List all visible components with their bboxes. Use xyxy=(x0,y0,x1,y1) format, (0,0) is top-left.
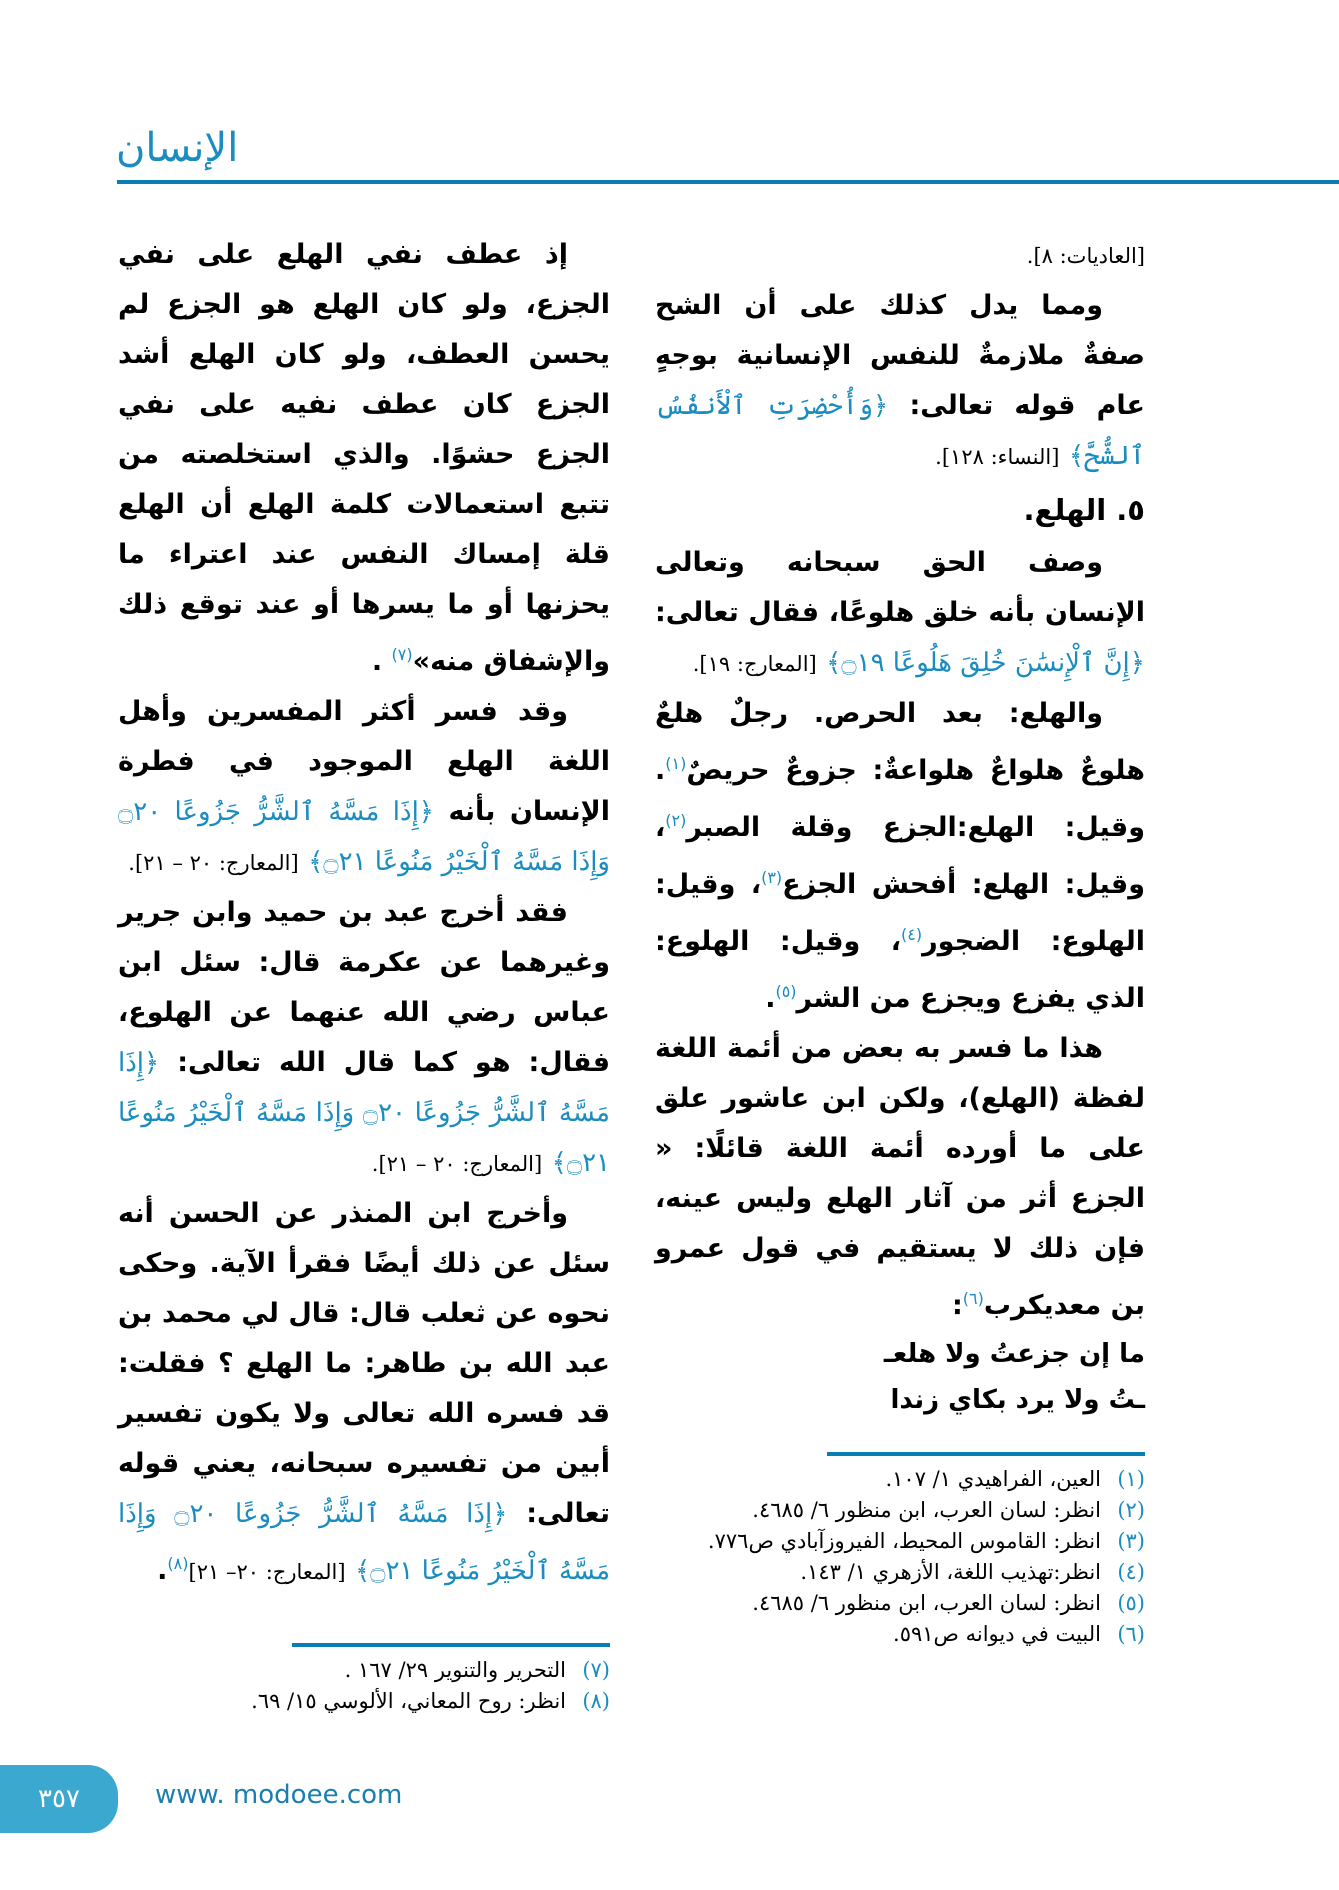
quran-verse: ﴿وَأُحْضِرَتِ ٱلْأَنفُسُ ٱلشُّحَّ﴾ xyxy=(655,391,1145,471)
footnote: (٦) البيت في ديوانه ص٥٩١. xyxy=(893,1622,1145,1646)
paragraph-hasan: وأخرج ابن المنذر عن الحسن أنه سئل عن ذلك أيضًا فقرأ الآية. وحكى نحوه عن ثعلب قال: قال لي محمد بن عبد الله بن طاهر: ما الهلع ؟ فقلت: قد فسره الله تعالى ولا يكون تفسير أبين من تفسيره سبحانه، يعني قوله تعالى: ﴿إِذَا مَسَّهُ ٱلشَّرُّ جَزُوعًا ۝٢٠ وَإِذَا مَسَّهُ ٱلْخَيْرُ مَنُوعًا ۝٢١﴾ [المعارج: ٢٠– ٢١]$^{(٨)}$. xyxy=(118,1198,610,1586)
paragraph-definitions: والهلع: بعد الحرص. رجلٌ هلعٌ هلوعٌ هلواعٌ هلواعةٌ: جزوعٌ حريصٌ$^{(١)}$. وقيل: الهلع:الجزع وقلة الصبر$^{(٢)}$، وقيل: الهلع: أفحش الجزع$^{(٣)}$، وقيل: الهلوع: الضجور$^{(٤)}$، وقيل: الهلوع: الذي يفزع ويجزع من الشر$^{(٥)}$. xyxy=(655,698,1145,1014)
verse-reference: [المعارج: ٢٠– ٢١] xyxy=(188,1560,346,1584)
verse-reference: [المعارج: ١٩]. xyxy=(692,652,817,676)
verse-reference: [المعارج: ٢٠ – ٢١]. xyxy=(371,1152,543,1176)
footnote-ref[interactable]: (٣) xyxy=(761,868,783,887)
section-heading: ٥. الهلع. xyxy=(1023,493,1145,527)
poem-verse-2: ـتُ ولا يرد بكاي زندا xyxy=(890,1385,1145,1415)
footnote: (١) العين، الفراهيدي ١/ ١٠٧. xyxy=(885,1467,1145,1491)
footnote-ref[interactable]: (٨) xyxy=(167,1554,189,1573)
paragraph-ibn-ashur: هذا ما فسر به بعض من أئمة اللغة لفظة (الهلع)، ولكن ابن عاشور علق على ما أورده أئمة اللغة قائلًا: « الجزع أثر من آثار الهلع وليس عينه، فإن ذلك لا يستقيم في قول عمرو بن معديكرب$^{(٦)}$: xyxy=(655,1033,1145,1321)
quran-verse: ﴿إِنَّ ٱلْإِنسَٰنَ خُلِقَ هَلُوعًا ۝١٩﴾ xyxy=(826,648,1145,678)
paragraph-halaa: وصف الحق سبحانه وتعالى الإنسان بأنه خلق هلوعًا، فقال تعالى: ﴿إِنَّ ٱلْإِنسَٰنَ خُلِقَ هَلُوعًا ۝١٩﴾ [المعارج: ١٩]. xyxy=(655,547,1145,678)
verse-reference: [المعارج: ٢٠ – ٢١]. xyxy=(128,851,299,875)
paragraph-shuhh: ومما يدل كذلك على أن الشح صفةٌ ملازمةٌ للنفس الإنسانية بوجهٍ عام قوله تعالى: ﴿وَأُحْضِرَتِ ٱلْأَنفُسُ ٱلشُّحَّ﴾ [النساء: ١٢٨]. xyxy=(655,290,1146,471)
footnote-ref[interactable]: (١) xyxy=(665,754,687,773)
footnote: (٤) انظر:تهذيب اللغة، الأزهري ١/ ١٤٣. xyxy=(800,1560,1145,1584)
quran-verse: ﴿إِذَا مَسَّهُ ٱلشَّرُّ جَزُوعًا ۝٢٠ وَإِذَا مَسَّهُ ٱلْخَيْرُ مَنُوعًا ۝٢١﴾ xyxy=(118,1499,610,1586)
footnote: (٧) التحرير والتنوير ٢٩/ ١٦٧ . xyxy=(344,1658,610,1682)
footnote-ref[interactable]: (٦) xyxy=(962,1289,984,1308)
footnote: (٨) انظر: روح المعاني، الألوسي ١٥/ ٦٩. xyxy=(251,1689,610,1713)
quran-verse: ﴿إِذَا مَسَّهُ ٱلشَّرُّ جَزُوعًا ۝٢٠ وَإِذَا مَسَّهُ ٱلْخَيْرُ مَنُوعًا ۝٢١﴾ xyxy=(118,1048,610,1178)
paragraph-ikrimah: فقد أخرج عبد بن حميد وابن جرير وغيرهما عن عكرمة قال: سئل ابن عباس رضي الله عنهما عن الهلوع، فقال: هو كما قال الله تعالى: ﴿إِذَا مَسَّهُ ٱلشَّرُّ جَزُوعًا ۝٢٠ وَإِذَا مَسَّهُ ٱلْخَيْرُ مَنُوعًا ۝٢١﴾ [المعارج: ٢٠ – ٢١]. xyxy=(118,897,610,1178)
left-footnotes xyxy=(118,1643,610,1717)
paragraph-ibn-ashur-continued: إذ عطف نفي الهلع على نفي الجزع، ولو كان الهلع هو الجزع لم يحسن العطف، ولو كان الهلع أشد الجزع كان عطف نفيه على نفي الجزع حشوًا. والذي استخلصته من تتبع استعمالات كلمة الهلع أن الهلع قلة إمساك النفس عند اعتراء ما يحزنها أو ما يسرها أو عند توقع ذلك والإشفاق منه»$^{(٧)}$ . xyxy=(118,239,610,677)
right-footnotes xyxy=(655,1452,1145,1650)
poem-verse-1: ما إن جزعتُ ولا هلعـ xyxy=(883,1339,1145,1369)
footnote-ref[interactable]: (٥) xyxy=(775,982,797,1001)
footnote: (٢) انظر: لسان العرب، ابن منظور ٦/ ٤٦٨٥. xyxy=(752,1498,1145,1522)
footnote: (٥) انظر: لسان العرب، ابن منظور ٦/ ٤٦٨٥. xyxy=(752,1591,1145,1615)
footnote-ref[interactable]: (٢) xyxy=(665,811,687,830)
footnote: (٣) انظر: القاموس المحيط، الفيروزآبادي ص٧٧٦. xyxy=(707,1529,1145,1553)
right-column xyxy=(655,230,1145,1423)
footnote-ref[interactable]: (٧) xyxy=(391,645,413,664)
paragraph-mufassirin: وقد فسر أكثر المفسرين وأهل اللغة الهلع الموجود في فطرة الإنسان بأنه ﴿إِذَا مَسَّهُ ٱلشَّرُّ جَزُوعًا ۝٢٠ وَإِذَا مَسَّهُ ٱلْخَيْرُ مَنُوعًا ۝٢١﴾ [المعارج: ٢٠ – ٢١]. xyxy=(118,696,610,877)
verse-reference: [النساء: ١٢٨]. xyxy=(935,445,1060,469)
page-number: ٣٥٧ xyxy=(38,1784,80,1814)
ref-line: [العاديات: ٨]. xyxy=(1026,244,1145,268)
page-number-badge xyxy=(0,1765,118,1833)
footnote-ref[interactable]: (٤) xyxy=(901,925,923,944)
quran-verse: ﴿إِذَا مَسَّهُ ٱلشَّرُّ جَزُوعًا ۝٢٠ وَإِذَا مَسَّهُ ٱلْخَيْرُ مَنُوعًا ۝٢١﴾ xyxy=(118,797,610,877)
header-rule xyxy=(117,180,1339,184)
left-column xyxy=(118,230,610,1597)
website-link[interactable]: www. modoee.com xyxy=(155,1780,403,1810)
page-header-title: الإنسان xyxy=(116,125,239,171)
